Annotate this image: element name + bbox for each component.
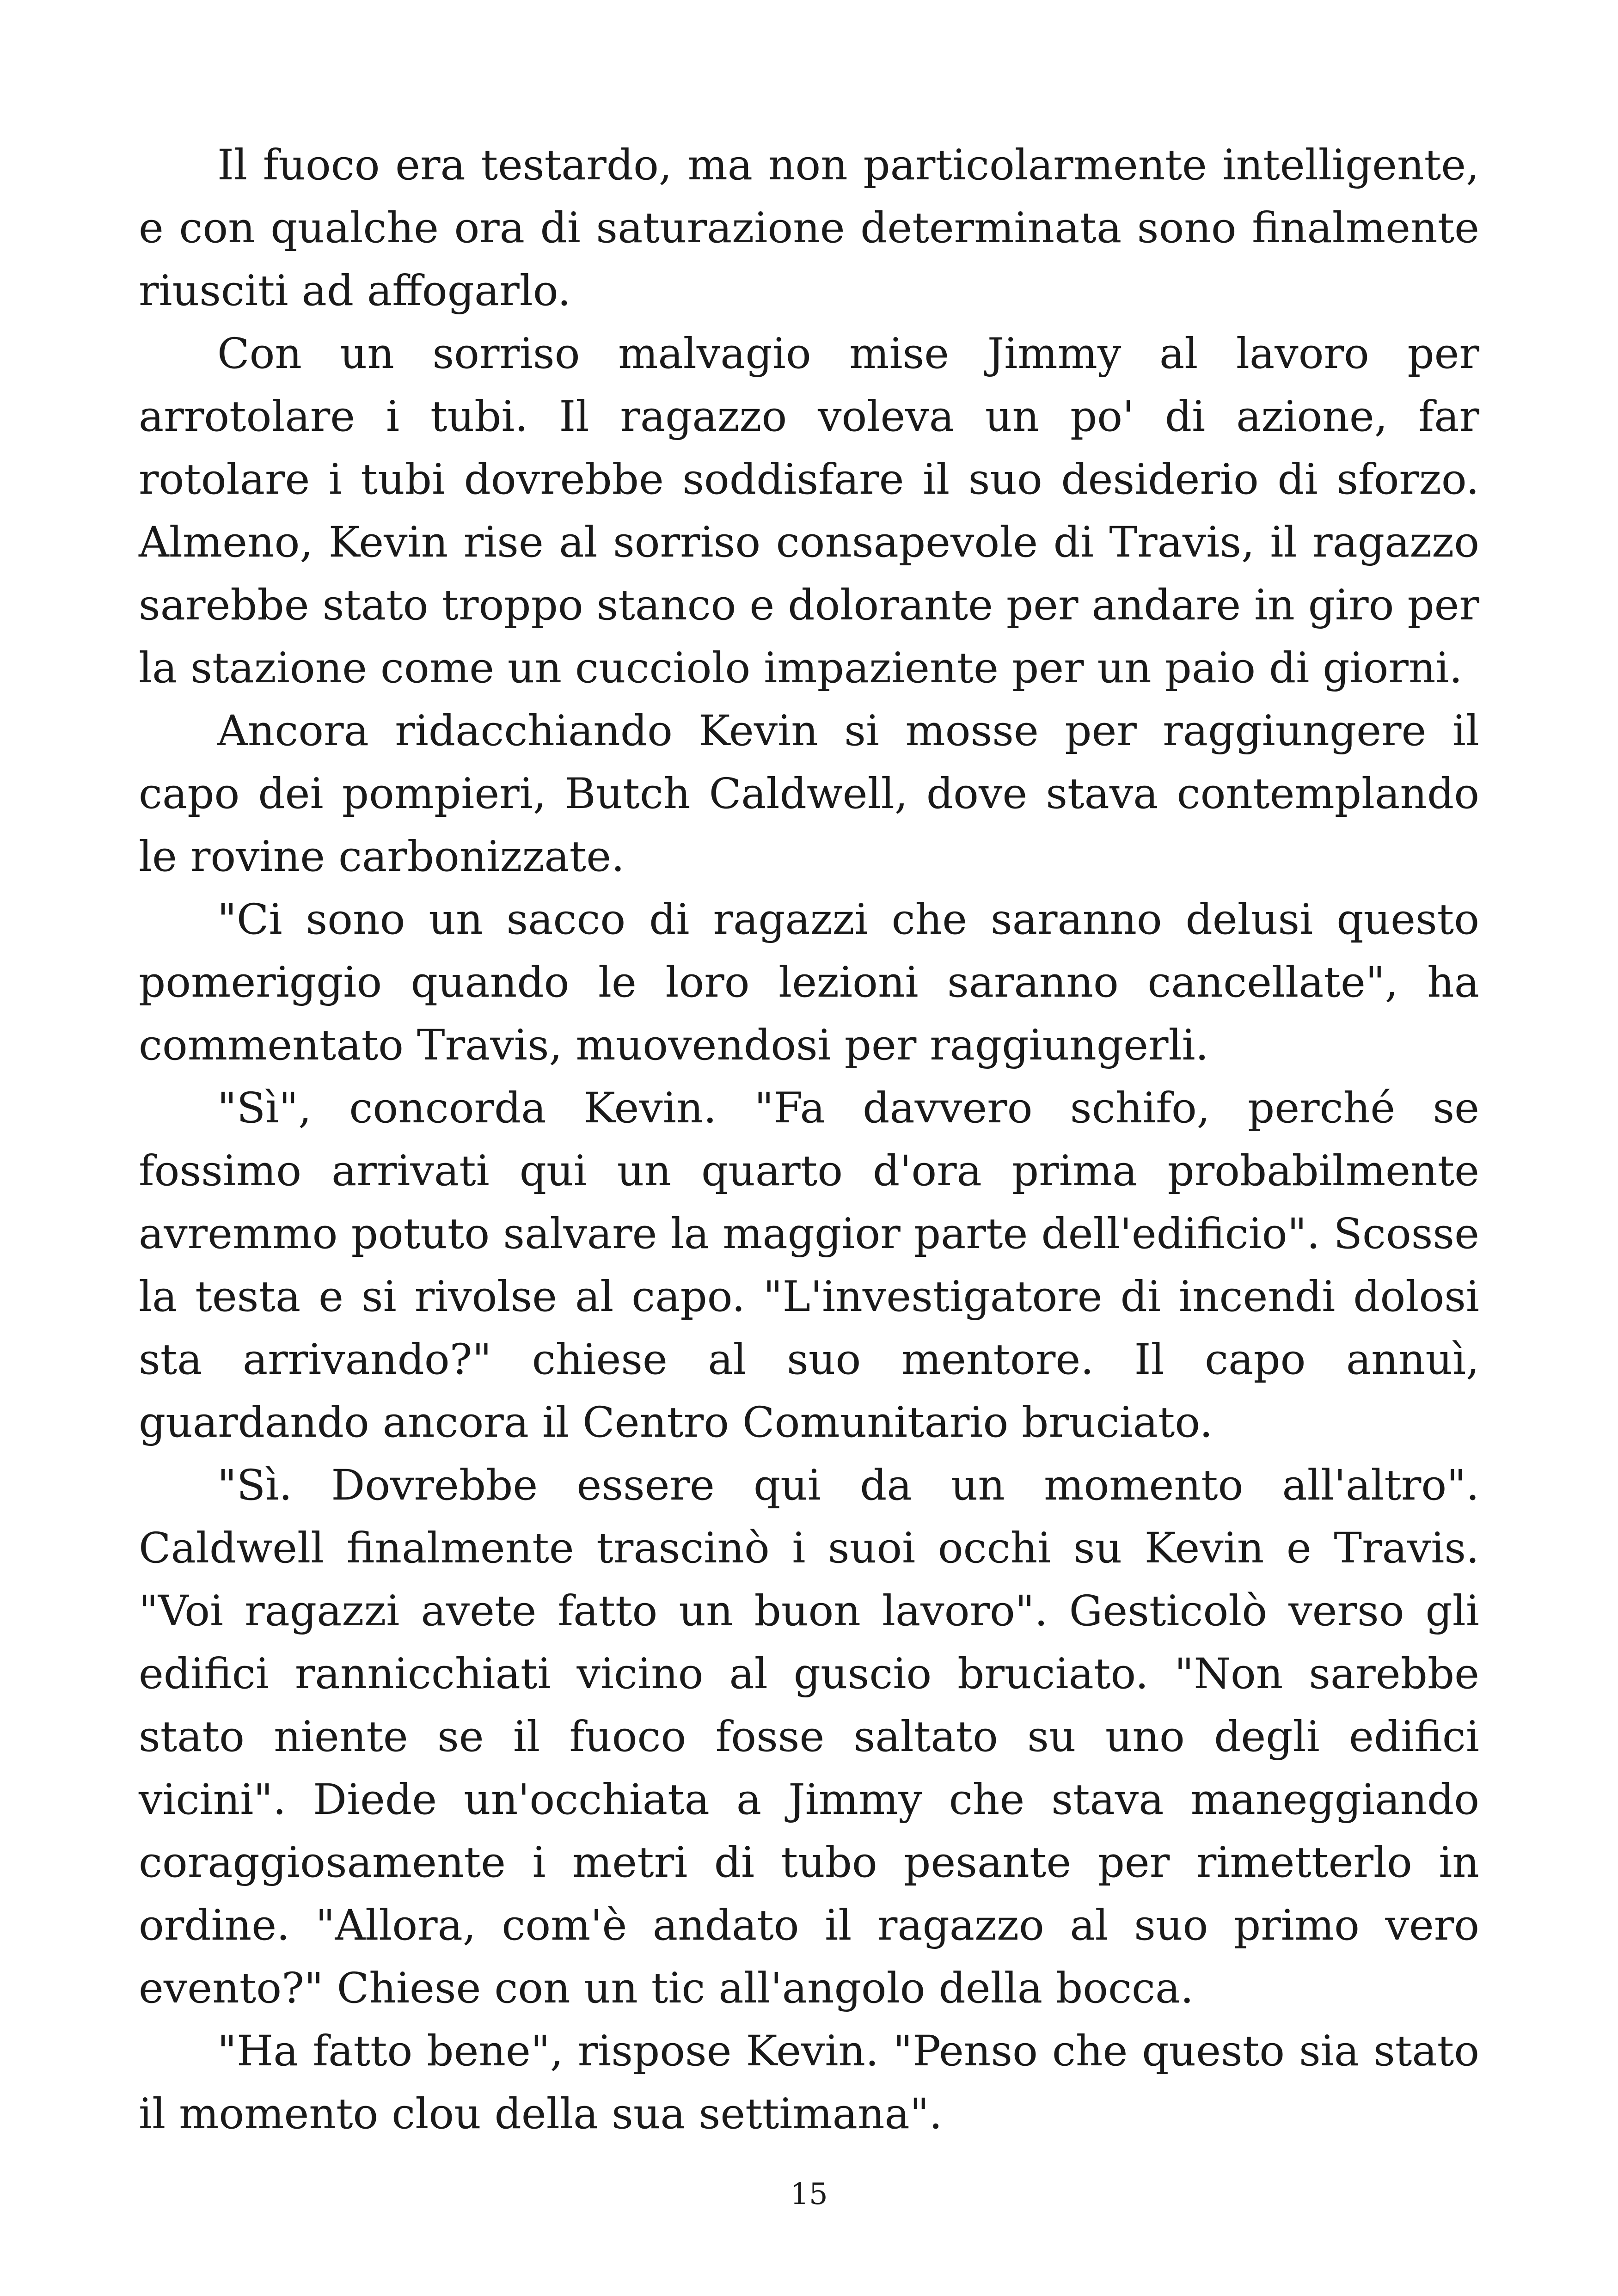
paragraph-7: "Ha fatto bene", rispose Kevin. "Penso che questo sia stato il momento clou della sua settimana". — [139, 2027, 1479, 2138]
paragraph-3: Ancora ridacchiando Kevin si mosse per raggiungere il capo dei pompieri, Butch Caldwell, dove stava contemplando le rovine carbonizzate. — [139, 707, 1479, 881]
paragraph-6: "Sì. Dovrebbe essere qui da un momento all'altro". Caldwell finalmente trascinò i suoi occhi su Kevin e Travis. "Voi ragazzi avete fatto un buon lavoro". Gesticolò verso gli edifici rannicchiati vicino al guscio bruciato. "Non sarebbe stato niente se il fuoco fosse saltato su uno degli edifici vicini". Diede un'occhiata a Jimmy che stava maneggiando coraggiosamente i metri di tubo pesante per rimetterlo in ordine. "Allora, com'è andato il ragazzo al suo primo vero evento?" Chiese con un tic all'angolo della bocca. — [139, 1461, 1479, 2013]
paragraph-1: Il fuoco era testardo, ma non particolarmente intelligente, e con qualche ora di saturazione determinata sono finalmente riusciti ad affogarlo. — [139, 141, 1479, 315]
body-text — [139, 134, 1479, 2146]
paragraph-2: Con un sorriso malvagio mise Jimmy al lavoro per arrotolare i tubi. Il ragazzo voleva un po' di azione, far rotolare i tubi dovrebbe soddisfare il suo desiderio di sforzo. Almeno, Kevin rise al sorriso consapevole di Travis, il ragazzo sarebbe stato troppo stanco e dolorante per andare in giro per la stazione come un cucciolo impaziente per un paio di giorni. — [139, 330, 1479, 692]
page-number: 15 — [790, 2177, 828, 2211]
paragraph-4: "Ci sono un sacco di ragazzi che saranno delusi questo pomeriggio quando le loro lezioni saranno cancellate", ha commentato Travis, muovendosi per raggiungerli. — [139, 895, 1479, 1070]
paragraph-5: "Sì", concorda Kevin. "Fa davvero schifo, perché se fossimo arrivati qui un quarto d'ora prima probabilmente avremmo potuto salvare la maggior parte dell'edificio". Scosse la testa e si rivolse al capo. "L'investigatore di incendi dolosi sta arrivando?" chiese al suo mentore. Il capo annuì, guardando ancora il Centro Comunitario bruciato. — [139, 1084, 1479, 1447]
